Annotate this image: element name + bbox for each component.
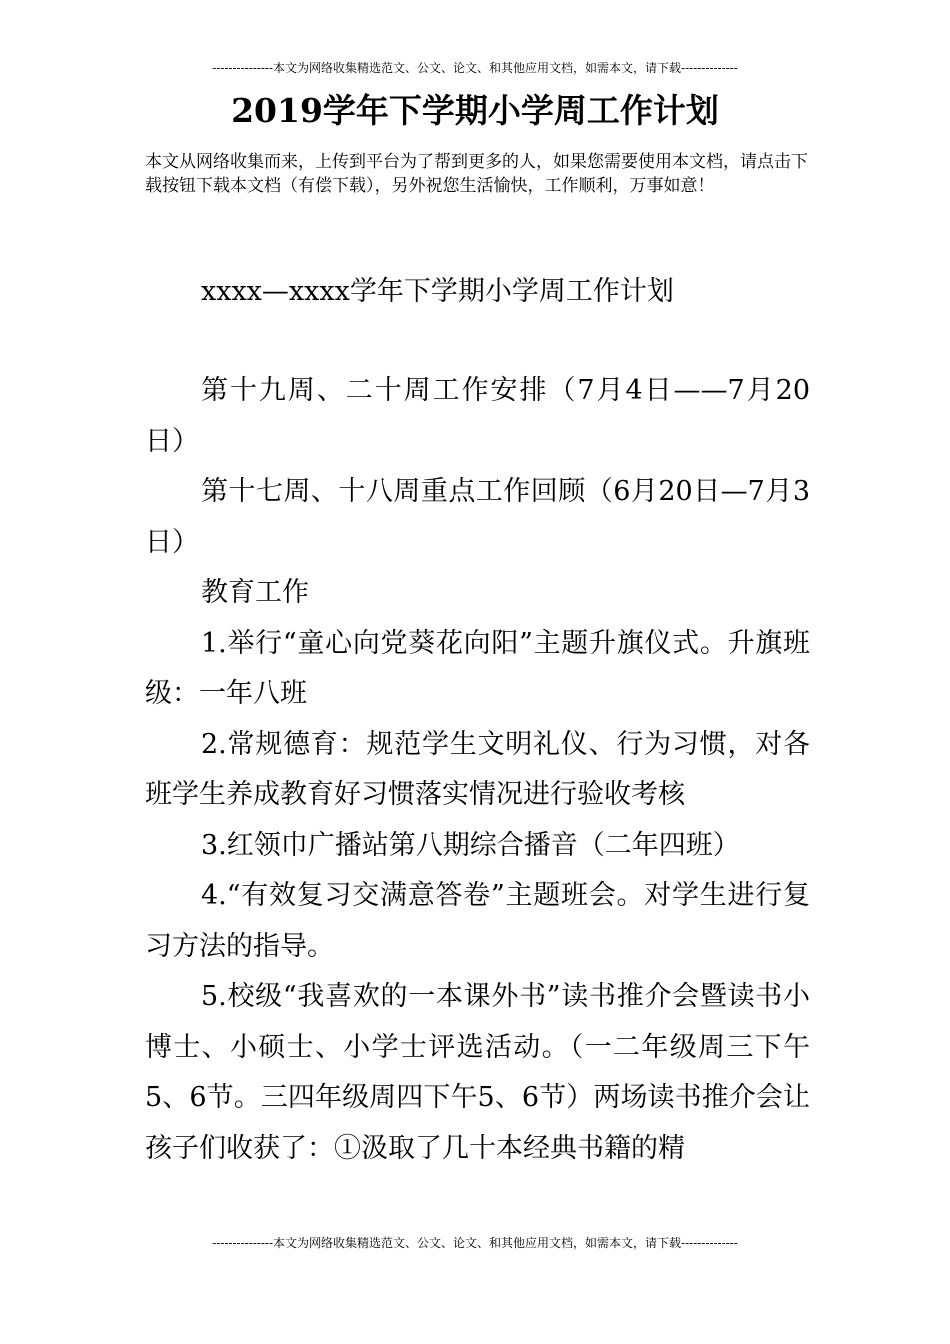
paragraph-week-17-18: 第十七周、十八周重点工作回顾（6月20日—7月3日）: [145, 476, 810, 558]
paragraph-item-3: 3.红领巾广播站第八期综合播音（二年四班）: [201, 829, 740, 861]
paragraph-week-19-20: 第十九周、二十周工作安排（7月4日——7月20日）: [145, 375, 810, 457]
document-subtitle: xxxx—xxxx学年下学期小学周工作计划: [201, 276, 674, 307]
section-heading-education: 教育工作: [201, 577, 309, 608]
paragraph-item-5: 5.校级“我喜欢的一本课外书”读书推介会暨读书小博士、小硕士、小学士评选活动。（一二年级周三下午5、6节。三四年级周四下午5、6节）两场读书推介会让孩子们收获了：①汲取了几十本经典书籍的精: [145, 981, 810, 1164]
paragraph-item-4: 4.“有效复习交满意答卷”主题班会。对学生进行复习方法的指导。: [145, 880, 810, 962]
intro-paragraph: 本文从网络收集而来，上传到平台为了帮到更多的人，如果您需要使用本文档，请点击下载按钮下载本文档（有偿下载），另外祝您生活愉快，工作顺利，万事如意！: [145, 152, 808, 196]
paragraph-item-1: 1.举行“童心向党葵花向阳”主题升旗仪式。升旗班级：一年八班: [145, 627, 810, 709]
document-body: [145, 366, 810, 1174]
paragraph-item-2: 2.常规德育：规范学生文明礼仪、行为习惯，对各班学生养成教育好习惯落实情况进行验收考核: [145, 728, 810, 810]
document-title: 2019学年下学期小学周工作计划: [231, 91, 719, 130]
header-note: ---------------本文为网络收集精选范文、公文、论文、和其他应用文档，如需本文，请下载--------------: [212, 61, 738, 75]
footer-note: ---------------本文为网络收集精选范文、公文、论文、和其他应用文档，如需本文，请下载--------------: [212, 1236, 738, 1250]
